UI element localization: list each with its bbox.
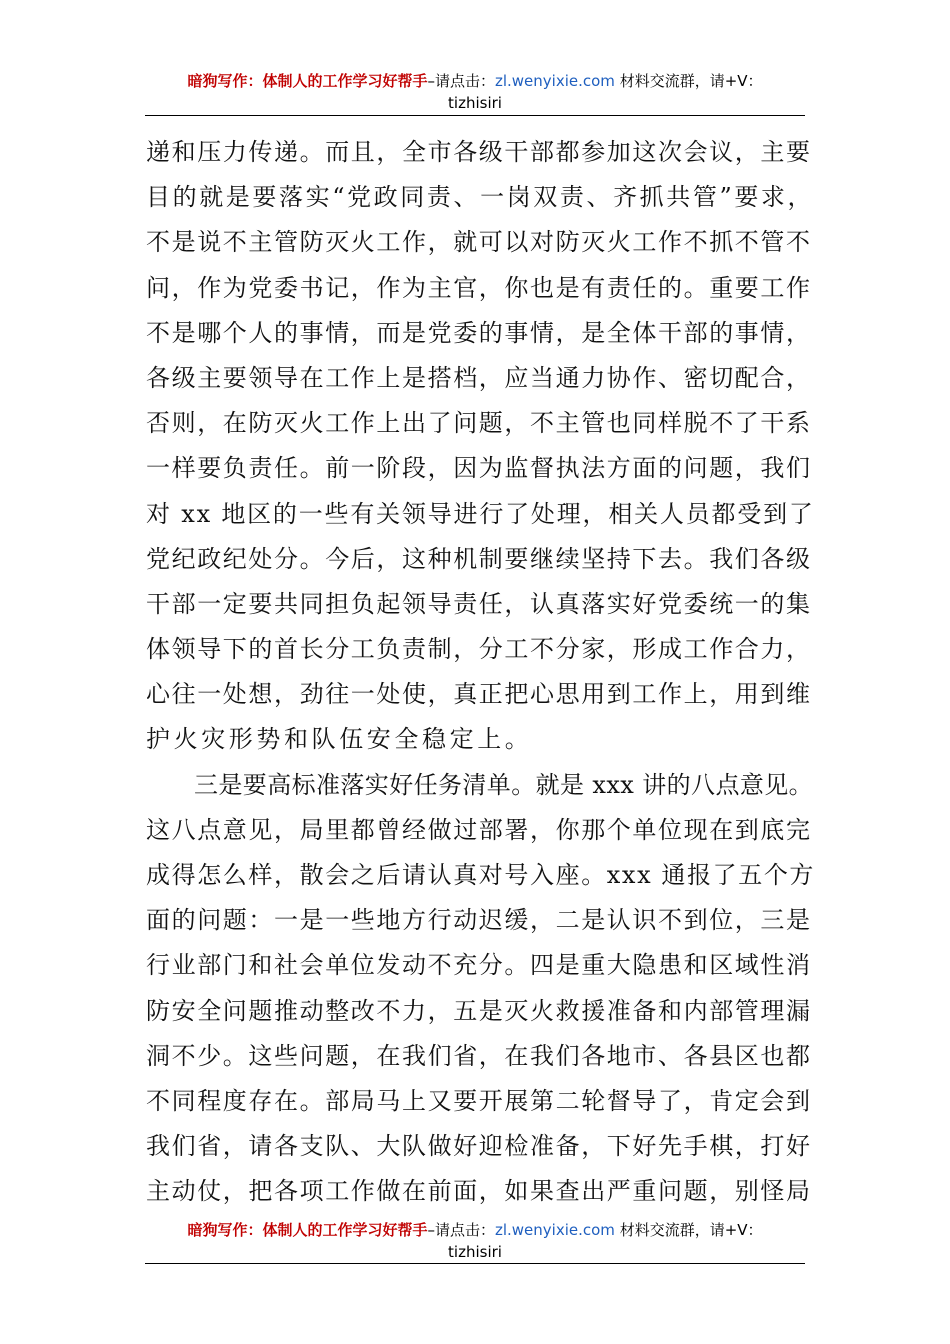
text-line: 成得怎么样，散会之后请认真对号入座。xxx 通报了五个方 [146,861,816,889]
text-line: 防安全问题推动整改不力，五是灭火救援准备和内部管理漏 [146,996,812,1025]
header-account: tizhisiri [448,94,502,112]
text-line: 对 xx 地区的一些有关领导进行了处理，相关人员都受到了 [146,499,815,528]
header-divider [145,115,805,116]
text-line: 行业部门和社会单位发动不充分。四是重大隐患和区域性消 [146,951,812,980]
footer-line-1 [145,1219,805,1241]
text-line: 这八点意见，局里都曾经做过部署，你那个单位现在到底完 [146,815,812,844]
text-line: 体领导下的首长分工负责制，分工不分家，形成工作合力， [146,635,812,664]
page-header [145,70,805,114]
text-line: 递和压力传递。而且，全市各级干部都参加这次会议，主要 [146,138,812,166]
text-line: 干部一定要共同担负起领导责任，认真落实好党委统一的集 [146,589,812,618]
text-line: 洞不少。这些问题，在我们省，在我们各地市、各县区也都 [146,1041,812,1070]
text-line: 不是说不主管防灭火工作，就可以对防灭火工作不抓不管不 [146,228,812,257]
footer-suffix: 材料交流群，请+V： [619,1221,763,1239]
header-line-1 [145,70,805,92]
footer-divider [145,1263,805,1264]
footer-account: tizhisiri [448,1243,502,1261]
text-line: 各级主要领导在工作上是搭档，应当通力协作、密切配合， [146,363,812,392]
page-footer [145,1219,805,1263]
header-link[interactable]: zl.wenyixie.com [494,72,615,90]
text-line: 目的就是要落实“党政同责、一岗双责、齐抓共管”要求， [146,183,815,212]
header-suffix: 材料交流群，请+V： [619,72,763,90]
text-line: 否则，在防灭火工作上出了问题，不主管也同样脱不了干系 [146,409,812,438]
footer-prompt: –请点击： [427,1221,495,1239]
text-line: 主动仗，把各项工作做在前面，如果查出严重问题，别怪局 [146,1177,812,1206]
header-prompt: –请点击： [427,72,495,90]
text-line: 面的问题：一是一些地方行动迟缓，二是认识不到位，三是 [146,906,812,935]
footer-brand: 暗狗写作：体制人的工作学习好帮手 [187,1221,428,1239]
text-line: 党纪政纪处分。今后，这种机制要继续坚持下去。我们各级 [146,544,812,573]
text-line: 护火灾形势和队伍安全稳定上。 [146,725,533,754]
text-line: 一样要负责任。前一阶段，因为监督执法方面的问题，我们 [146,454,812,483]
paragraph-start-line: 三是要高标准落实好任务清单。就是 xxx 讲的八点意见。 [194,770,814,799]
text-line: 心往一处想，劲往一处使，真正把心思用到工作上，用到维 [146,680,812,709]
text-line: 不是哪个人的事情，而是党委的事情，是全体干部的事情， [146,318,812,347]
text-line: 问，作为党委书记，作为主官，你也是有责任的。重要工作 [146,273,812,302]
header-brand: 暗狗写作：体制人的工作学习好帮手 [187,72,428,90]
footer-link[interactable]: zl.wenyixie.com [494,1221,615,1239]
body-text [146,130,816,1215]
text-line: 我们省，请各支队、大队做好迎检准备，下好先手棋，打好 [146,1132,812,1161]
text-line: 不同程度存在。部局马上又要开展第二轮督导了，肯定会到 [146,1086,812,1115]
